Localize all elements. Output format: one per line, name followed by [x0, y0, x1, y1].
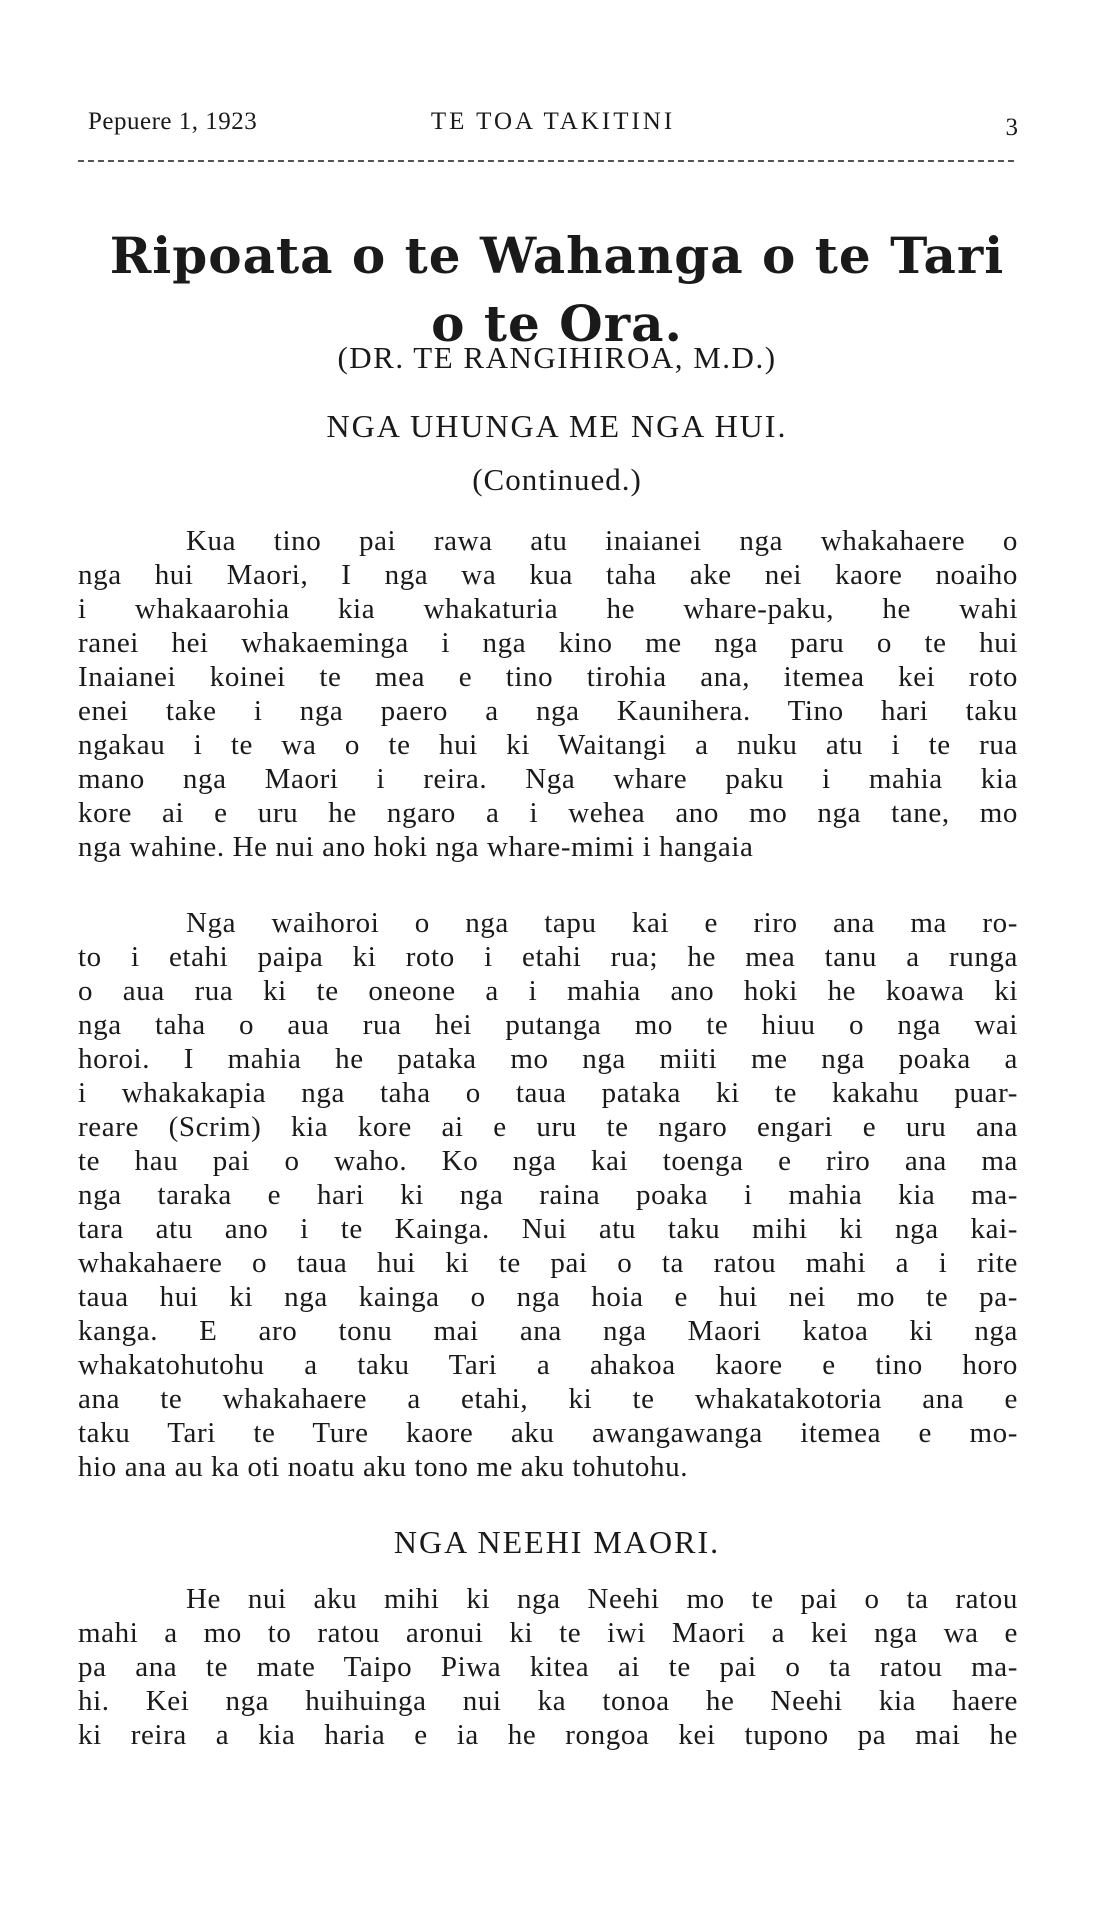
text-line: whakahaere o taua hui ki te pai o ta ratou mahi a i rite [78, 1247, 1018, 1279]
article-byline: (DR. TE RANGIHIROA, M.D.) [337, 340, 777, 375]
section-heading-uhunga: NGA UHUNGA ME NGA HUI. [326, 408, 788, 444]
text-line: to i etahi paipa ki roto i etahi rua; he mea tanu a runga [78, 941, 1018, 973]
text-line: o aua rua ki te oneone a i mahia ano hoki he koawa ki [78, 975, 1018, 1007]
text-line: mano nga Maori i reira. Nga whare paku i mahia kia [78, 763, 1018, 795]
page-number: 3 [1005, 114, 1018, 141]
text-line: nga wahine. He nui ano hoki nga whare-mimi i hangaia [78, 831, 754, 863]
text-line: mahi a mo to ratou aronui ki te iwi Maori a kei nga wa e [78, 1617, 1018, 1649]
text-line: Nga waihoroi o nga tapu kai e riro ana ma ro- [186, 907, 1018, 939]
paragraph-3 [78, 1582, 1018, 1752]
text-line: taua hui ki nga kainga o nga hoia e hui nei mo te pa- [78, 1281, 1018, 1313]
text-line: hi. Kei nga huihuinga nui ka tonoa he Neehi kia haere [78, 1685, 1018, 1717]
text-line: Inaianei koinei te mea e tino tirohia ana, itemea kei roto [78, 661, 1018, 693]
section-heading-neehi: NGA NEEHI MAORI. [393, 1524, 721, 1560]
text-line: whakatohutohu a taku Tari a ahakoa kaore e tino horo [78, 1349, 1018, 1381]
text-line: He nui aku mihi ki nga Neehi mo te pai o ta ratou [186, 1583, 1018, 1615]
text-line: ngakau i te wa o te hui ki Waitangi a nuku atu i te rua [78, 729, 1018, 761]
text-line: ana te whakahaere a etahi, ki te whakatakotoria ana e [78, 1383, 1018, 1415]
text-line: te hau pai o waho. Ko nga kai toenga e riro ana ma [78, 1145, 1018, 1177]
text-line: Kua tino pai rawa atu inaianei nga whakahaere o [186, 525, 1018, 557]
text-line: tara atu ano i te Kainga. Nui atu taku mihi ki nga kai- [78, 1213, 1018, 1245]
text-line: horoi. I mahia he pataka mo nga miiti me nga poaka a [78, 1043, 1018, 1075]
text-line: kore ai e uru he ngaro a i wehea ano mo nga tane, mo [78, 797, 1018, 829]
journal-title: TE TOA TAKITINI [430, 108, 676, 135]
paragraph-1 [78, 524, 1018, 864]
text-line: kanga. E aro tonu mai ana nga Maori katoa ki nga [78, 1315, 1018, 1347]
continued-note: (Continued.) [472, 462, 642, 497]
text-line: i whakakapia nga taha o taua pataka ki te kakahu puar- [78, 1077, 1018, 1109]
paragraph-2 [78, 906, 1018, 1484]
text-line: taku Tari te Ture kaore aku awangawanga itemea e mo- [78, 1417, 1018, 1449]
article-title: Ripoata o te Wahanga o te Tari o te Ora. [109, 226, 1005, 353]
text-line: nga taha o aua rua hei putanga mo te hiuu o nga wai [78, 1009, 1018, 1041]
issue-date: Pepuere 1, 1923 [88, 108, 258, 135]
text-line: reare (Scrim) kia kore ai e uru te ngaro engari e uru ana [78, 1111, 1018, 1143]
text-line: i whakaarohia kia whakaturia he whare-paku, he wahi [78, 593, 1018, 625]
text-line: nga taraka e hari ki nga raina poaka i mahia kia ma- [78, 1179, 1018, 1211]
text-line: enei take i nga paero a nga Kaunihera. Tino hari taku [78, 695, 1018, 727]
text-line: hio ana au ka oti noatu aku tono me aku tohutohu. [78, 1451, 689, 1483]
text-line: nga hui Maori, I nga wa kua taha ake nei kaore noaiho [78, 559, 1018, 591]
text-line: ki reira a kia haria e ia he rongoa kei tupono pa mai he [78, 1719, 1018, 1751]
text-line: pa ana te mate Taipo Piwa kitea ai te pai o ta ratou ma- [78, 1651, 1018, 1683]
running-head [88, 108, 1018, 158]
header-rule [78, 160, 1014, 162]
text-line: ranei hei whakaeminga i nga kino me nga paru o te hui [78, 627, 1018, 659]
